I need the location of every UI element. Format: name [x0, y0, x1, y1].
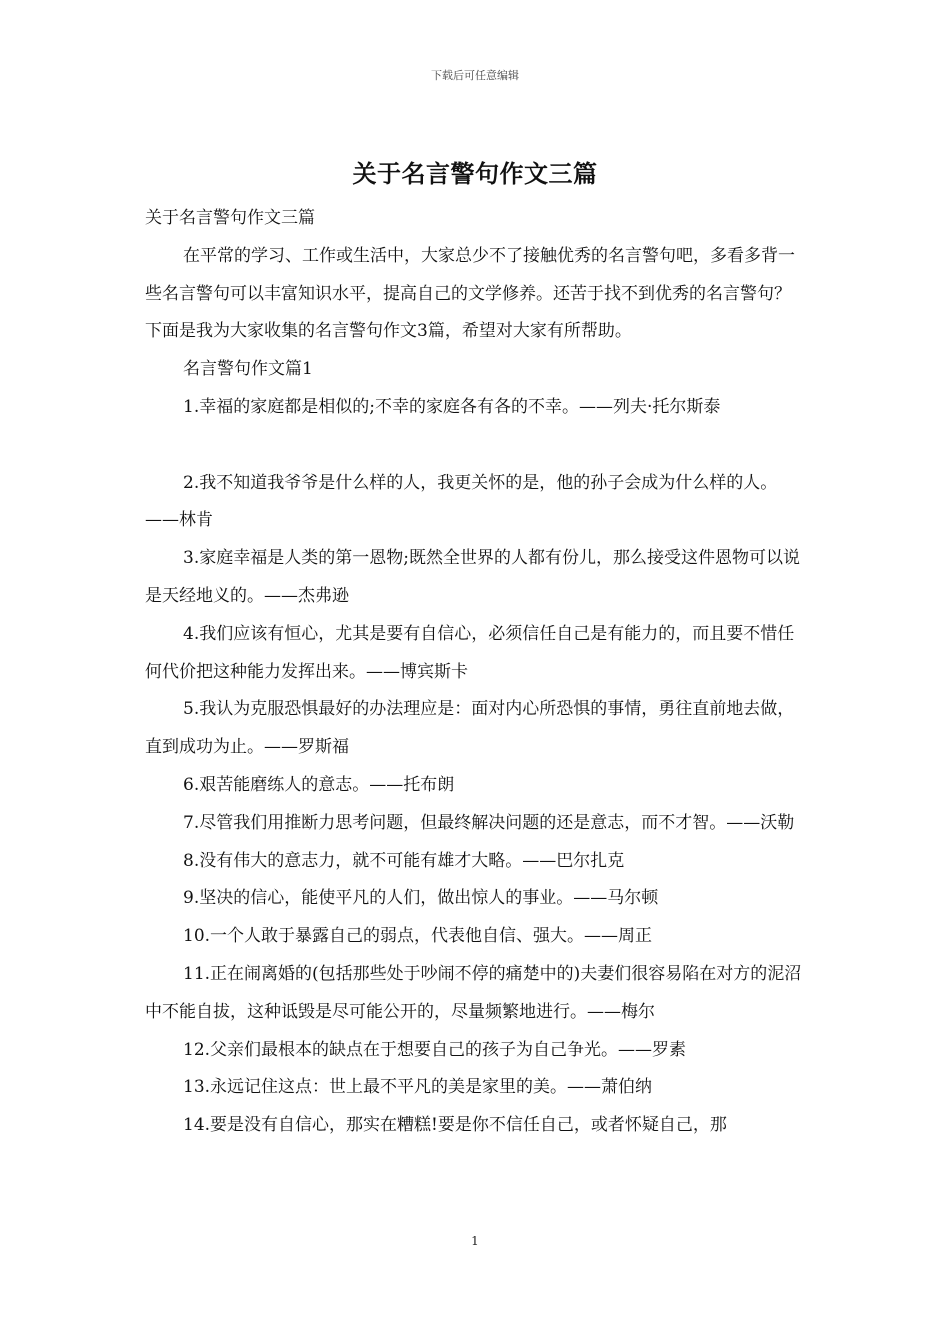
quote-item: 1.幸福的家庭都是相似的;不幸的家庭各有各的不幸。——列夫·托尔斯泰: [183, 396, 721, 417]
quote-item: 13.永远记住这点：世上最不平凡的美是家里的美。——萧伯纳: [183, 1077, 653, 1098]
quote-item: 9.坚决的信心，能使平凡的人们，做出惊人的事业。——马尔顿: [183, 888, 659, 909]
page-number: 1: [471, 1234, 479, 1248]
quote-item: 6.艰苦能磨练人的意志。——托布朗: [183, 774, 455, 795]
quote-item: 5.我认为克服恐惧最好的办法理应是：面对内心所恐惧的事情，勇往直前地去做，直到成功为止。——罗斯福: [145, 699, 795, 758]
section-heading: 名言警句作文篇1: [183, 359, 313, 380]
quote-item: 14.要是没有自信心，那实在糟糕!要是你不信任自己，或者怀疑自己，那: [183, 1115, 727, 1136]
page-header: 下载后可任意编辑: [431, 69, 519, 82]
quote-item: 4.我们应该有恒心，尤其是要有自信心，必须信任自己是有能力的，而且要不惜任何代价把这种能力发挥出来。——博宾斯卡: [145, 623, 795, 682]
document-title: 关于名言警句作文三篇: [352, 159, 598, 188]
intro-paragraph: 在平常的学习、工作或生活中，大家总少不了接触优秀的名言警句吧，多看多背一些名言警句可以丰富知识水平，提高自己的文学修养。还苦于找不到优秀的名言警句？下面是我为大家收集的名言警句作文3篇，希望对大家有所帮助。: [145, 245, 795, 342]
quote-item: 2.我不知道我爷爷是什么样的人，我更关怀的是，他的孙子会成为什么样的人。——林肯: [145, 472, 778, 531]
quote-item: 10.一个人敢于暴露自己的弱点，代表他自信、强大。——周正: [183, 926, 653, 947]
document-body: [145, 200, 807, 1145]
quote-item: 8.没有伟大的意志力，就不可能有雄才大略。——巴尔扎克: [183, 850, 625, 871]
quote-item: 11.正在闹离婚的(包括那些处于吵闹不停的痛楚中的)夫妻们很容易陷在对方的泥沼中不能自拔，这种诋毁是尽可能公开的，尽量频繁地进行。——梅尔: [145, 963, 802, 1022]
quote-item: 7.尽管我们用推断力思考问题，但最终解决问题的还是意志，而不才智。——沃勒: [183, 812, 795, 833]
quote-item: 12.父亲们最根本的缺点在于想要自己的孩子为自己争光。——罗素: [183, 1039, 687, 1060]
quote-item: 3.家庭幸福是人类的第一恩物;既然全世界的人都有份儿，那么接受这件恩物可以说是天经地义的。——杰弗逊: [145, 548, 800, 606]
subtitle: 关于名言警句作文三篇: [145, 208, 315, 228]
